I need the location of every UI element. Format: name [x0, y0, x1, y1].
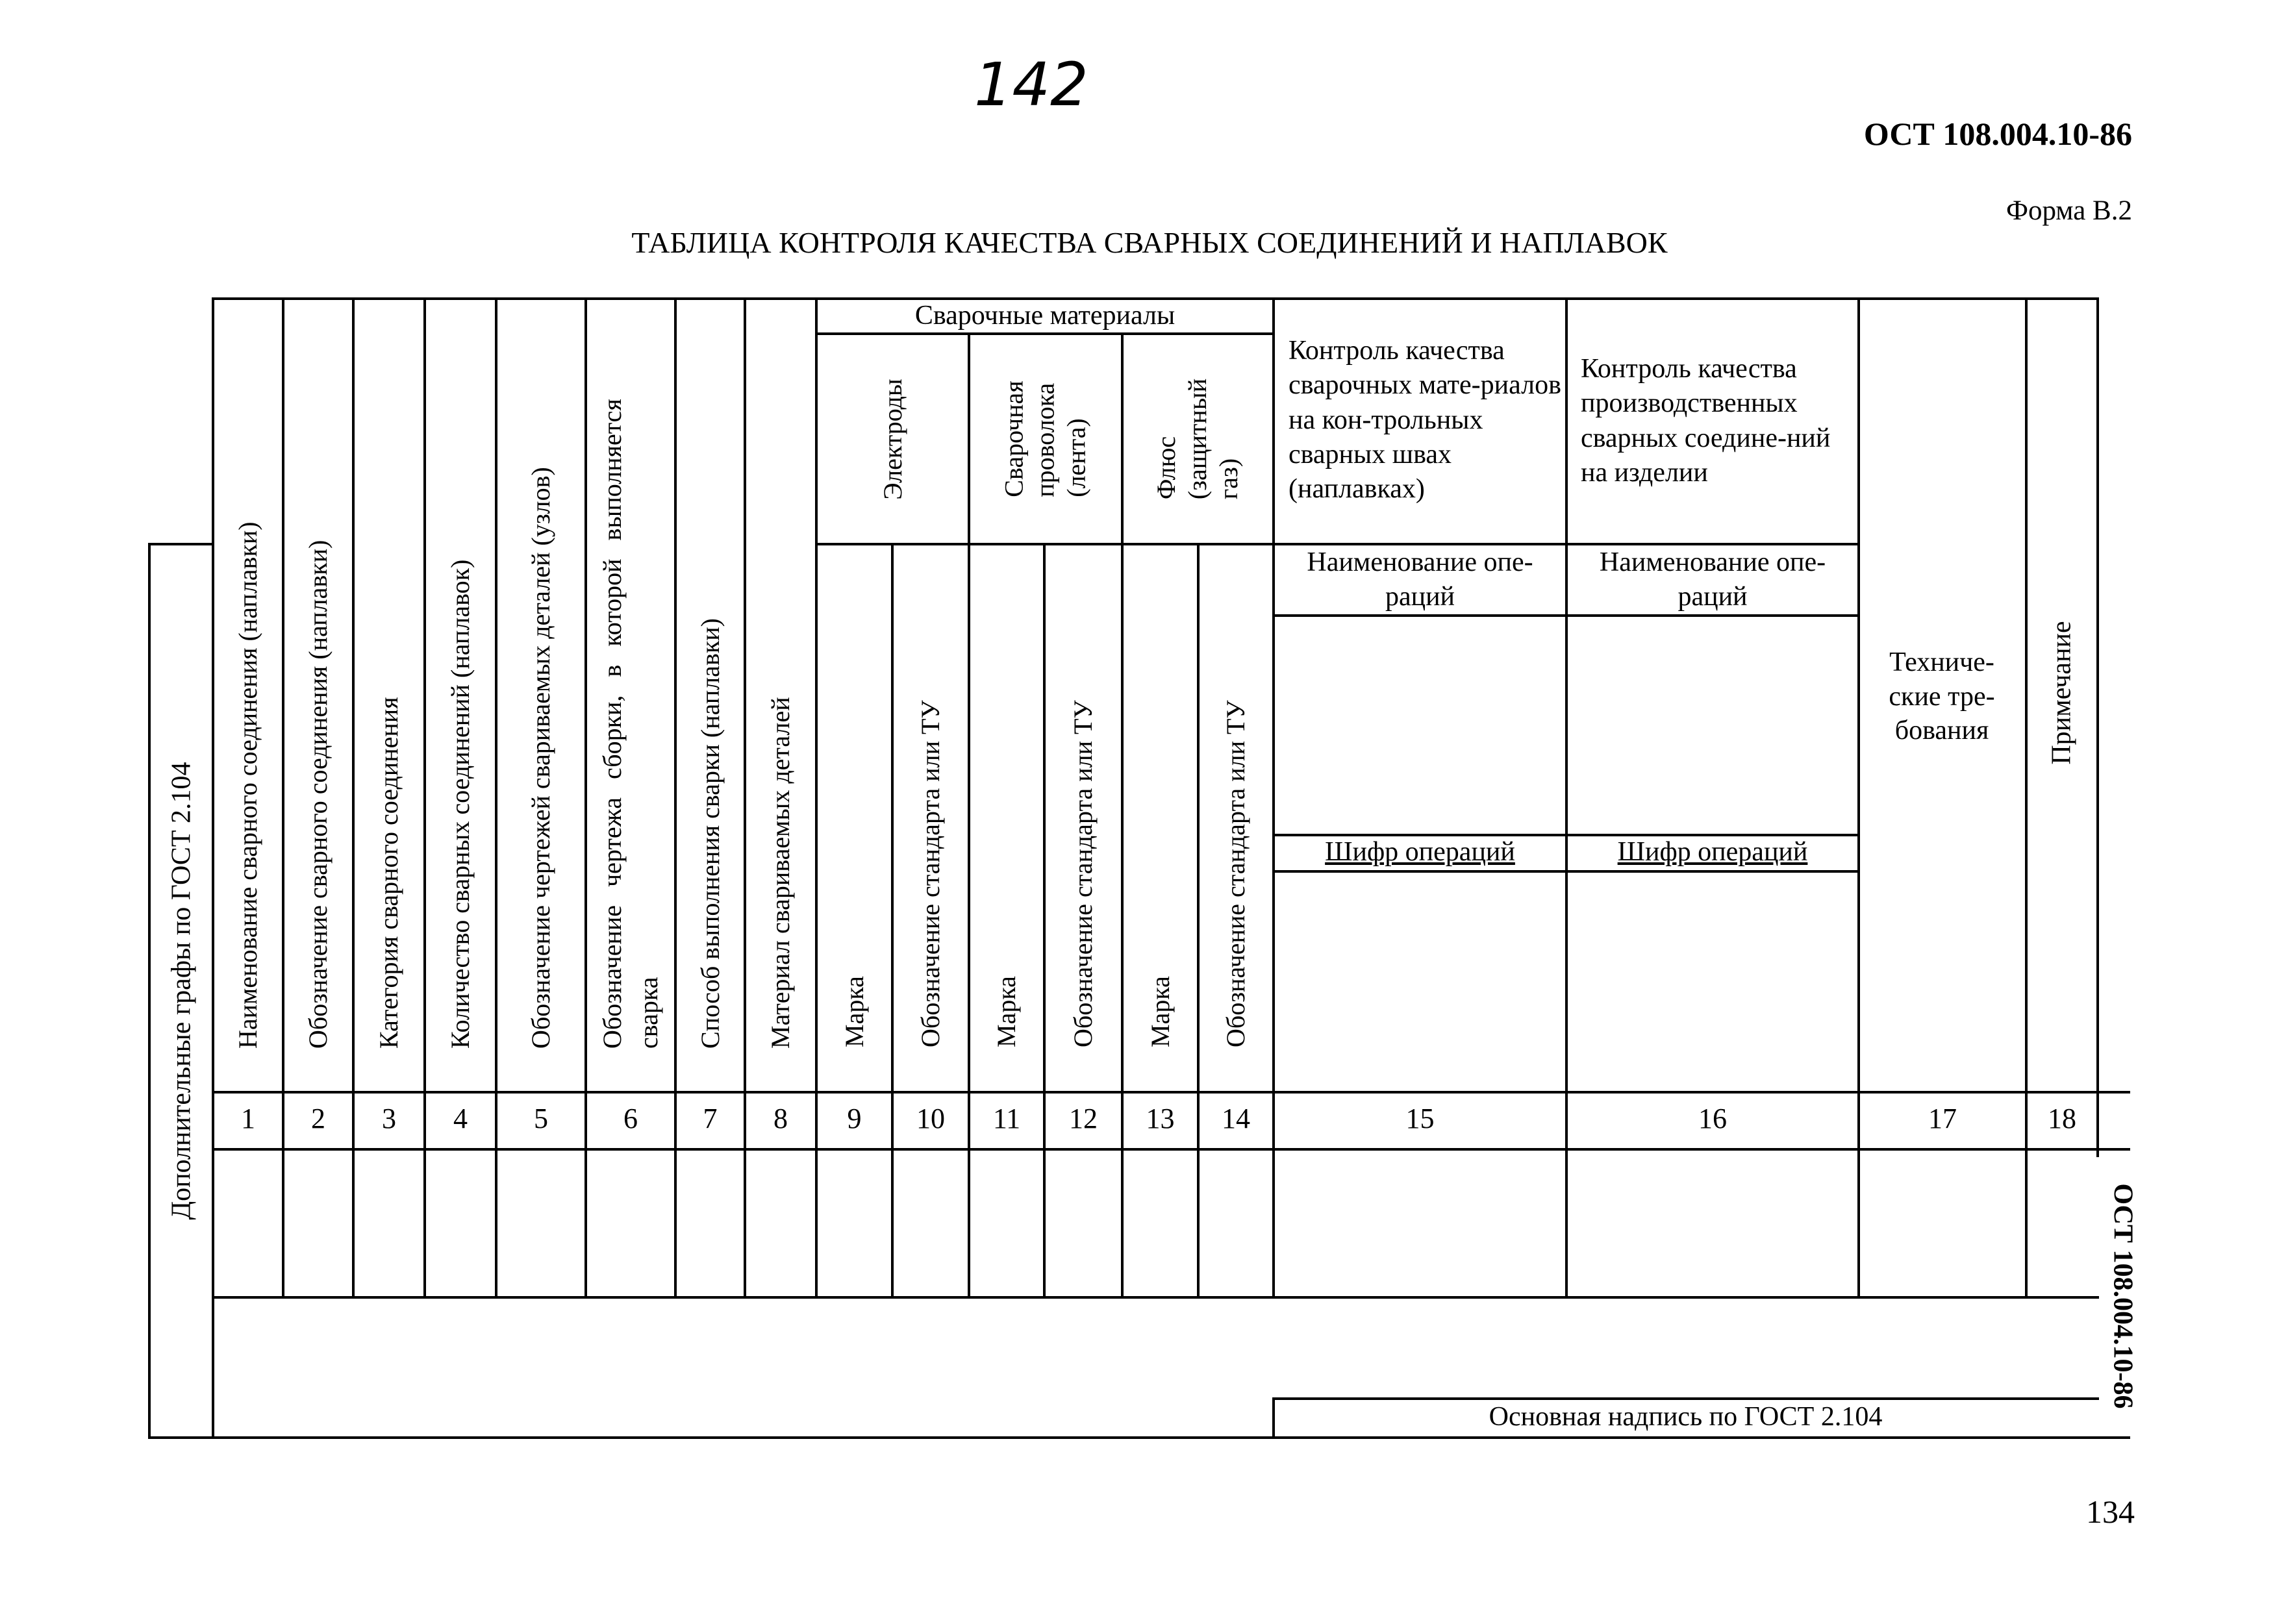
- side-document-code: ОСТ 108.004.10-86: [2107, 1183, 2138, 1409]
- col-number: 2: [311, 1103, 325, 1134]
- header-col-6: Обозначение чертежа сборки, в которой выполняется сварка: [597, 399, 663, 1049]
- header-col-15-title: Контроль качества сварочных мате-риалов на кон-трольных сварных швах (наплавках): [1289, 336, 1561, 505]
- header-col-16-op-name: Наименование опе-раций: [1599, 547, 1826, 612]
- main-inscription-label: Основная надпись по ГОСТ 2.104: [1489, 1402, 1883, 1432]
- header-col-18: Примечание: [2047, 621, 2077, 765]
- col-number: 11: [992, 1103, 1021, 1134]
- header-col-8: Материал свариваемых деталей: [766, 697, 795, 1049]
- wire-header: Сварочная проволока (лента): [999, 381, 1091, 497]
- col-number: 10: [916, 1103, 945, 1134]
- header-col-1: Наименование сварного соединения (наплавки): [233, 521, 262, 1049]
- form-label: Форма В.2: [2005, 195, 2132, 226]
- electrodes-header: Электроды: [877, 378, 907, 500]
- header-col-5: Обозначение чертежей свариваемых деталей (узлов): [526, 467, 555, 1049]
- col-number: 16: [1698, 1103, 1727, 1134]
- col-number: 12: [1069, 1103, 1098, 1134]
- header-col-16-op-code: Шифр операций: [1617, 837, 1808, 867]
- col-number: 13: [1146, 1103, 1175, 1134]
- page-title: ТАБЛИЦА КОНТРОЛЯ КАЧЕСТВА СВАРНЫХ СОЕДИНЕНИЙ И НАПЛАВОК: [631, 226, 1668, 259]
- col-number: 3: [382, 1103, 396, 1134]
- col-number: 8: [773, 1103, 788, 1134]
- header-col-9-mark: Марка: [839, 976, 869, 1047]
- additional-columns-label: Дополнительные графы по ГОСТ 2.104: [166, 762, 196, 1220]
- welding-materials-header: Сварочные материалы: [914, 301, 1175, 331]
- col-number: 7: [703, 1103, 718, 1134]
- col-number: 17: [1928, 1103, 1957, 1134]
- document-code: ОСТ 108.004.10-86: [1863, 116, 2132, 152]
- col-number: 1: [241, 1103, 255, 1134]
- col-number: 6: [623, 1103, 638, 1134]
- header-col-7: Способ выполнения сварки (наплавки): [695, 618, 725, 1049]
- header-col-17: Техниче-ские тре-бования: [1889, 647, 1995, 745]
- page-number: 134: [2086, 1493, 2135, 1530]
- flux-header: Флюс (защитный газ): [1151, 378, 1244, 500]
- col-number: 18: [2048, 1103, 2076, 1134]
- header-col-10-standard: Обозначение стандарта или ТУ: [916, 700, 945, 1047]
- header-col-14-standard: Обозначение стандарта или ТУ: [1221, 700, 1250, 1047]
- col-number: 9: [847, 1103, 862, 1134]
- col-number: 14: [1222, 1103, 1250, 1134]
- header-col-11-mark: Марка: [992, 976, 1021, 1047]
- header-col-3: Категория сварного соединения: [374, 697, 403, 1049]
- col-number: 5: [534, 1103, 548, 1134]
- header-col-13-mark: Марка: [1145, 976, 1175, 1047]
- header-col-4: Количество сварных соединений (наплавок): [446, 559, 475, 1049]
- header-col-15-op-code: Шифр операций: [1325, 837, 1515, 867]
- col-number: 4: [453, 1103, 468, 1134]
- col-number: 15: [1405, 1103, 1435, 1134]
- header-col-12-standard: Обозначение стандарта или ТУ: [1068, 700, 1098, 1047]
- header-col-2: Обозначение сварного соединения (наплавки): [303, 540, 333, 1049]
- header-col-15-op-name: Наименование опе-раций: [1307, 547, 1533, 612]
- header-col-16-title: Контроль качества производственных сварных соедине-ний на изделии: [1581, 354, 1831, 488]
- handwritten-page-number: 142: [974, 50, 1088, 119]
